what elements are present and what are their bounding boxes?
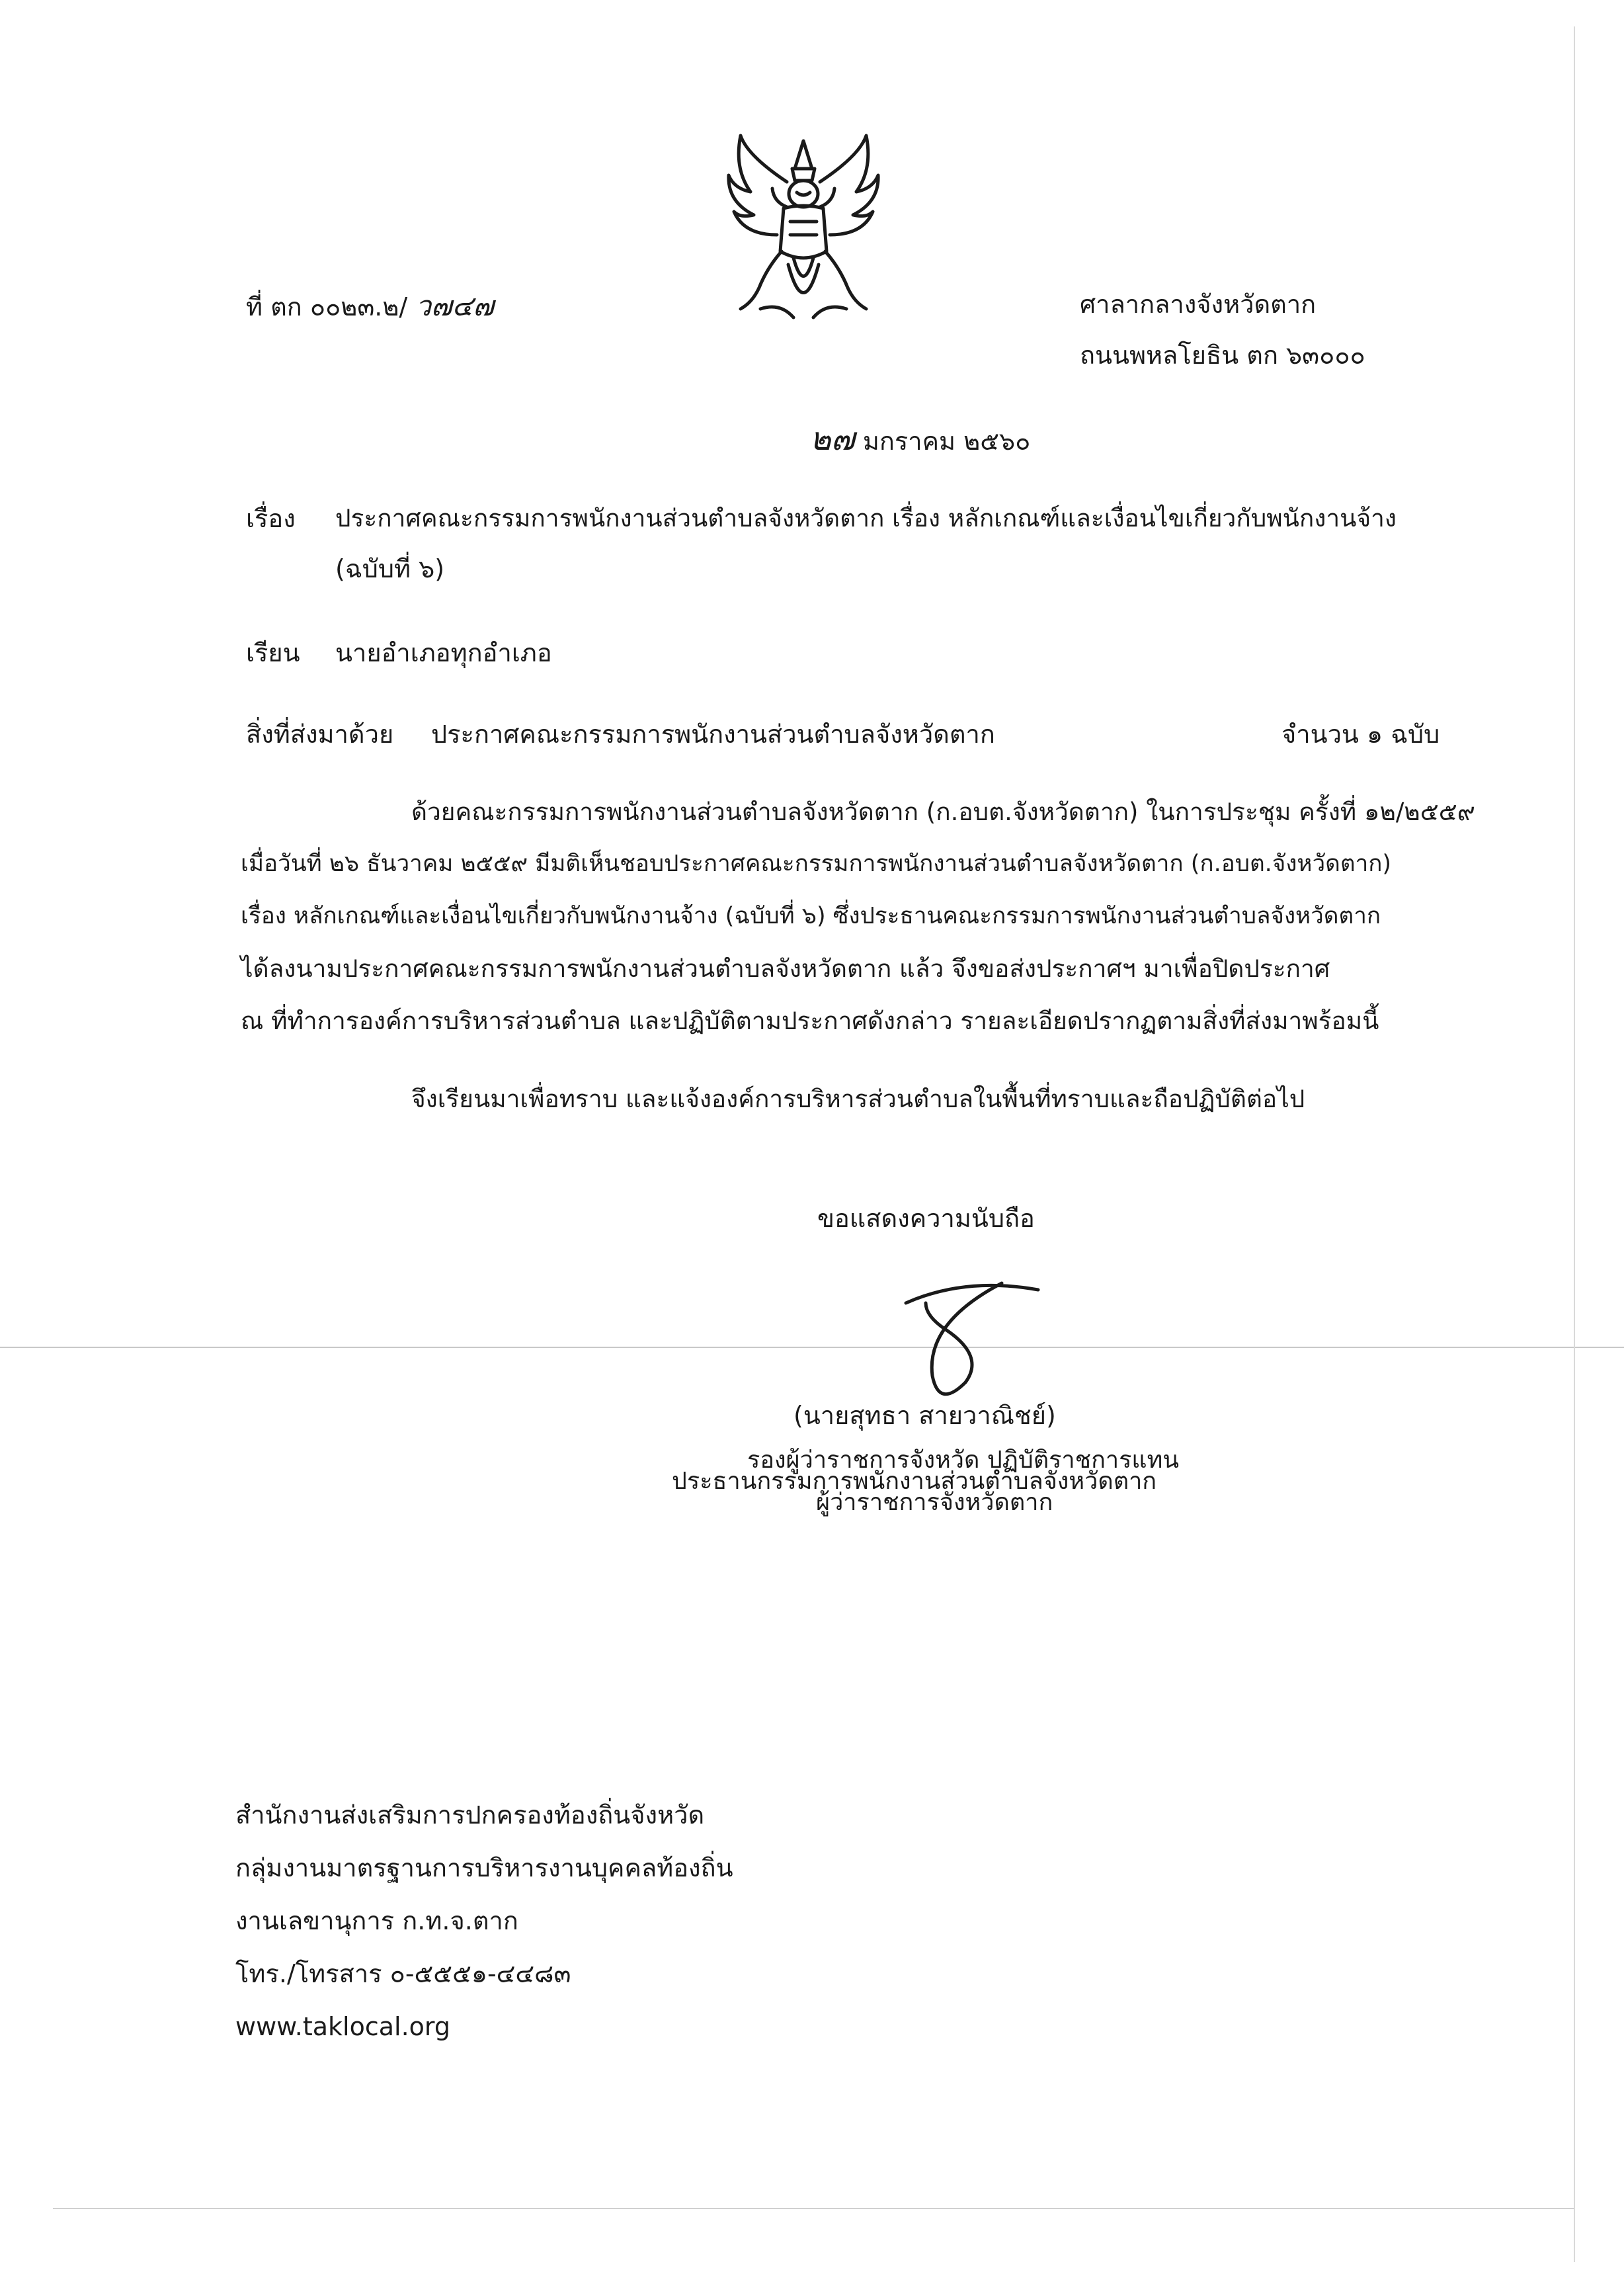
signatory-position-line1: รองผู้ว่าราชการจังหวัด ปฏิบัติราชการแทน (747, 1447, 1179, 1474)
subject-label: เรื่อง (246, 504, 296, 533)
office-address-line2: ถนนพหลโยธิน ตก ๖๓๐๐๐ (1080, 341, 1365, 370)
reference-number (246, 290, 494, 323)
scan-edge-line-bottom (53, 2208, 1574, 2209)
scan-fold-line (0, 1347, 1624, 1348)
salutation: ขอแสดงความนับถือ (817, 1204, 1035, 1233)
signatory-position-line3: ผู้ว่าราชการจังหวัดตาก (816, 1489, 1053, 1516)
addressee-label: เรียน (246, 638, 300, 667)
footer-secretariat: งานเลขานุการ ก.ท.จ.ตาก (235, 1906, 518, 1935)
subject-line1: ประกาศคณะกรรมการพนักงานส่วนตำบลจังหวัดตาก เรื่อง หลักเกณฑ์และเงื่อนไขเกี่ยวกับพนักงานจ้าง (335, 504, 1397, 532)
enclosure-label: สิ่งที่ส่งมาด้วย (246, 720, 394, 749)
signatory-position-line2: ประธานกรรมการพนักงานส่วนตำบลจังหวัดตาก (672, 1468, 1157, 1495)
letter-date (810, 421, 1030, 459)
footer-division: กลุ่มงานมาตรฐานการบริหารงานบุคคลท้องถิ่น (235, 1853, 733, 1882)
enclosure-value: ประกาศคณะกรรมการพนักงานส่วนตำบลจังหวัดตาก (431, 720, 995, 749)
addressee-value: นายอำเภอทุกอำเภอ (335, 638, 552, 667)
footer-website: www.taklocal.org (235, 2012, 450, 2041)
subject-line2: (ฉบับที่ ๖) (335, 554, 445, 583)
reference-number-handwritten: ว๗๔๗ (415, 290, 494, 322)
body-line: เมื่อวันที่ ๒๖ ธันวาคม ๒๕๕๙ มีมติเห็นชอบประกาศคณะกรรมการพนักงานส่วนตำบลจังหวัดตาก (ก.อบต.จังหวัดตาก) (241, 851, 1392, 877)
closing-request: จึงเรียนมาเพื่อทราบ และแจ้งองค์การบริหารส่วนตำบลในพื้นที่ทราบและถือปฏิบัติต่อไป (411, 1085, 1305, 1113)
footer-phone: โทร./โทรสาร ๐-๕๕๕๑-๔๔๘๓ (235, 1959, 571, 1988)
date-month-year: มกราคม ๒๕๖๐ (862, 427, 1031, 456)
scan-edge-line-right (1574, 26, 1575, 2262)
date-day-handwritten: ๒๗ (810, 421, 855, 458)
enclosure-quantity: จำนวน ๑ ฉบับ (1281, 720, 1440, 749)
handwritten-signature-icon (886, 1277, 1051, 1409)
body-line: ณ ที่ทำการองค์การบริหารส่วนตำบล และปฏิบัติตามประกาศดังกล่าว รายละเอียดปรากฏตามสิ่งที่ส่งมาพร้อมนี้ (241, 1007, 1379, 1035)
footer-office: สำนักงานส่งเสริมการปกครองท้องถิ่นจังหวัด (235, 1800, 705, 1830)
office-address-line1: ศาลากลางจังหวัดตาก (1080, 290, 1317, 319)
signatory-name: (นายสุทธา สายวาณิชย์) (793, 1401, 1056, 1430)
body-line: เรื่อง หลักเกณฑ์และเงื่อนไขเกี่ยวกับพนักงานจ้าง (ฉบับที่ ๖) ซึ่งประธานคณะกรรมการพนักงานส่วนตำบลจังหวัดตาก (241, 903, 1381, 929)
garuda-emblem-icon (721, 129, 886, 327)
body-line: ได้ลงนามประกาศคณะกรรมการพนักงานส่วนตำบลจังหวัดตาก แล้ว จึงขอส่งประกาศฯ มาเพื่อปิดประกาศ (241, 954, 1330, 983)
body-line: ด้วยคณะกรรมการพนักงานส่วนตำบลจังหวัดตาก (ก.อบต.จังหวัดตาก) ในการประชุม ครั้งที่ ๑๒/๒๕๕๙ (411, 798, 1475, 826)
reference-number-printed: ที่ ตก ๐๐๒๓.๒/ (246, 292, 408, 321)
